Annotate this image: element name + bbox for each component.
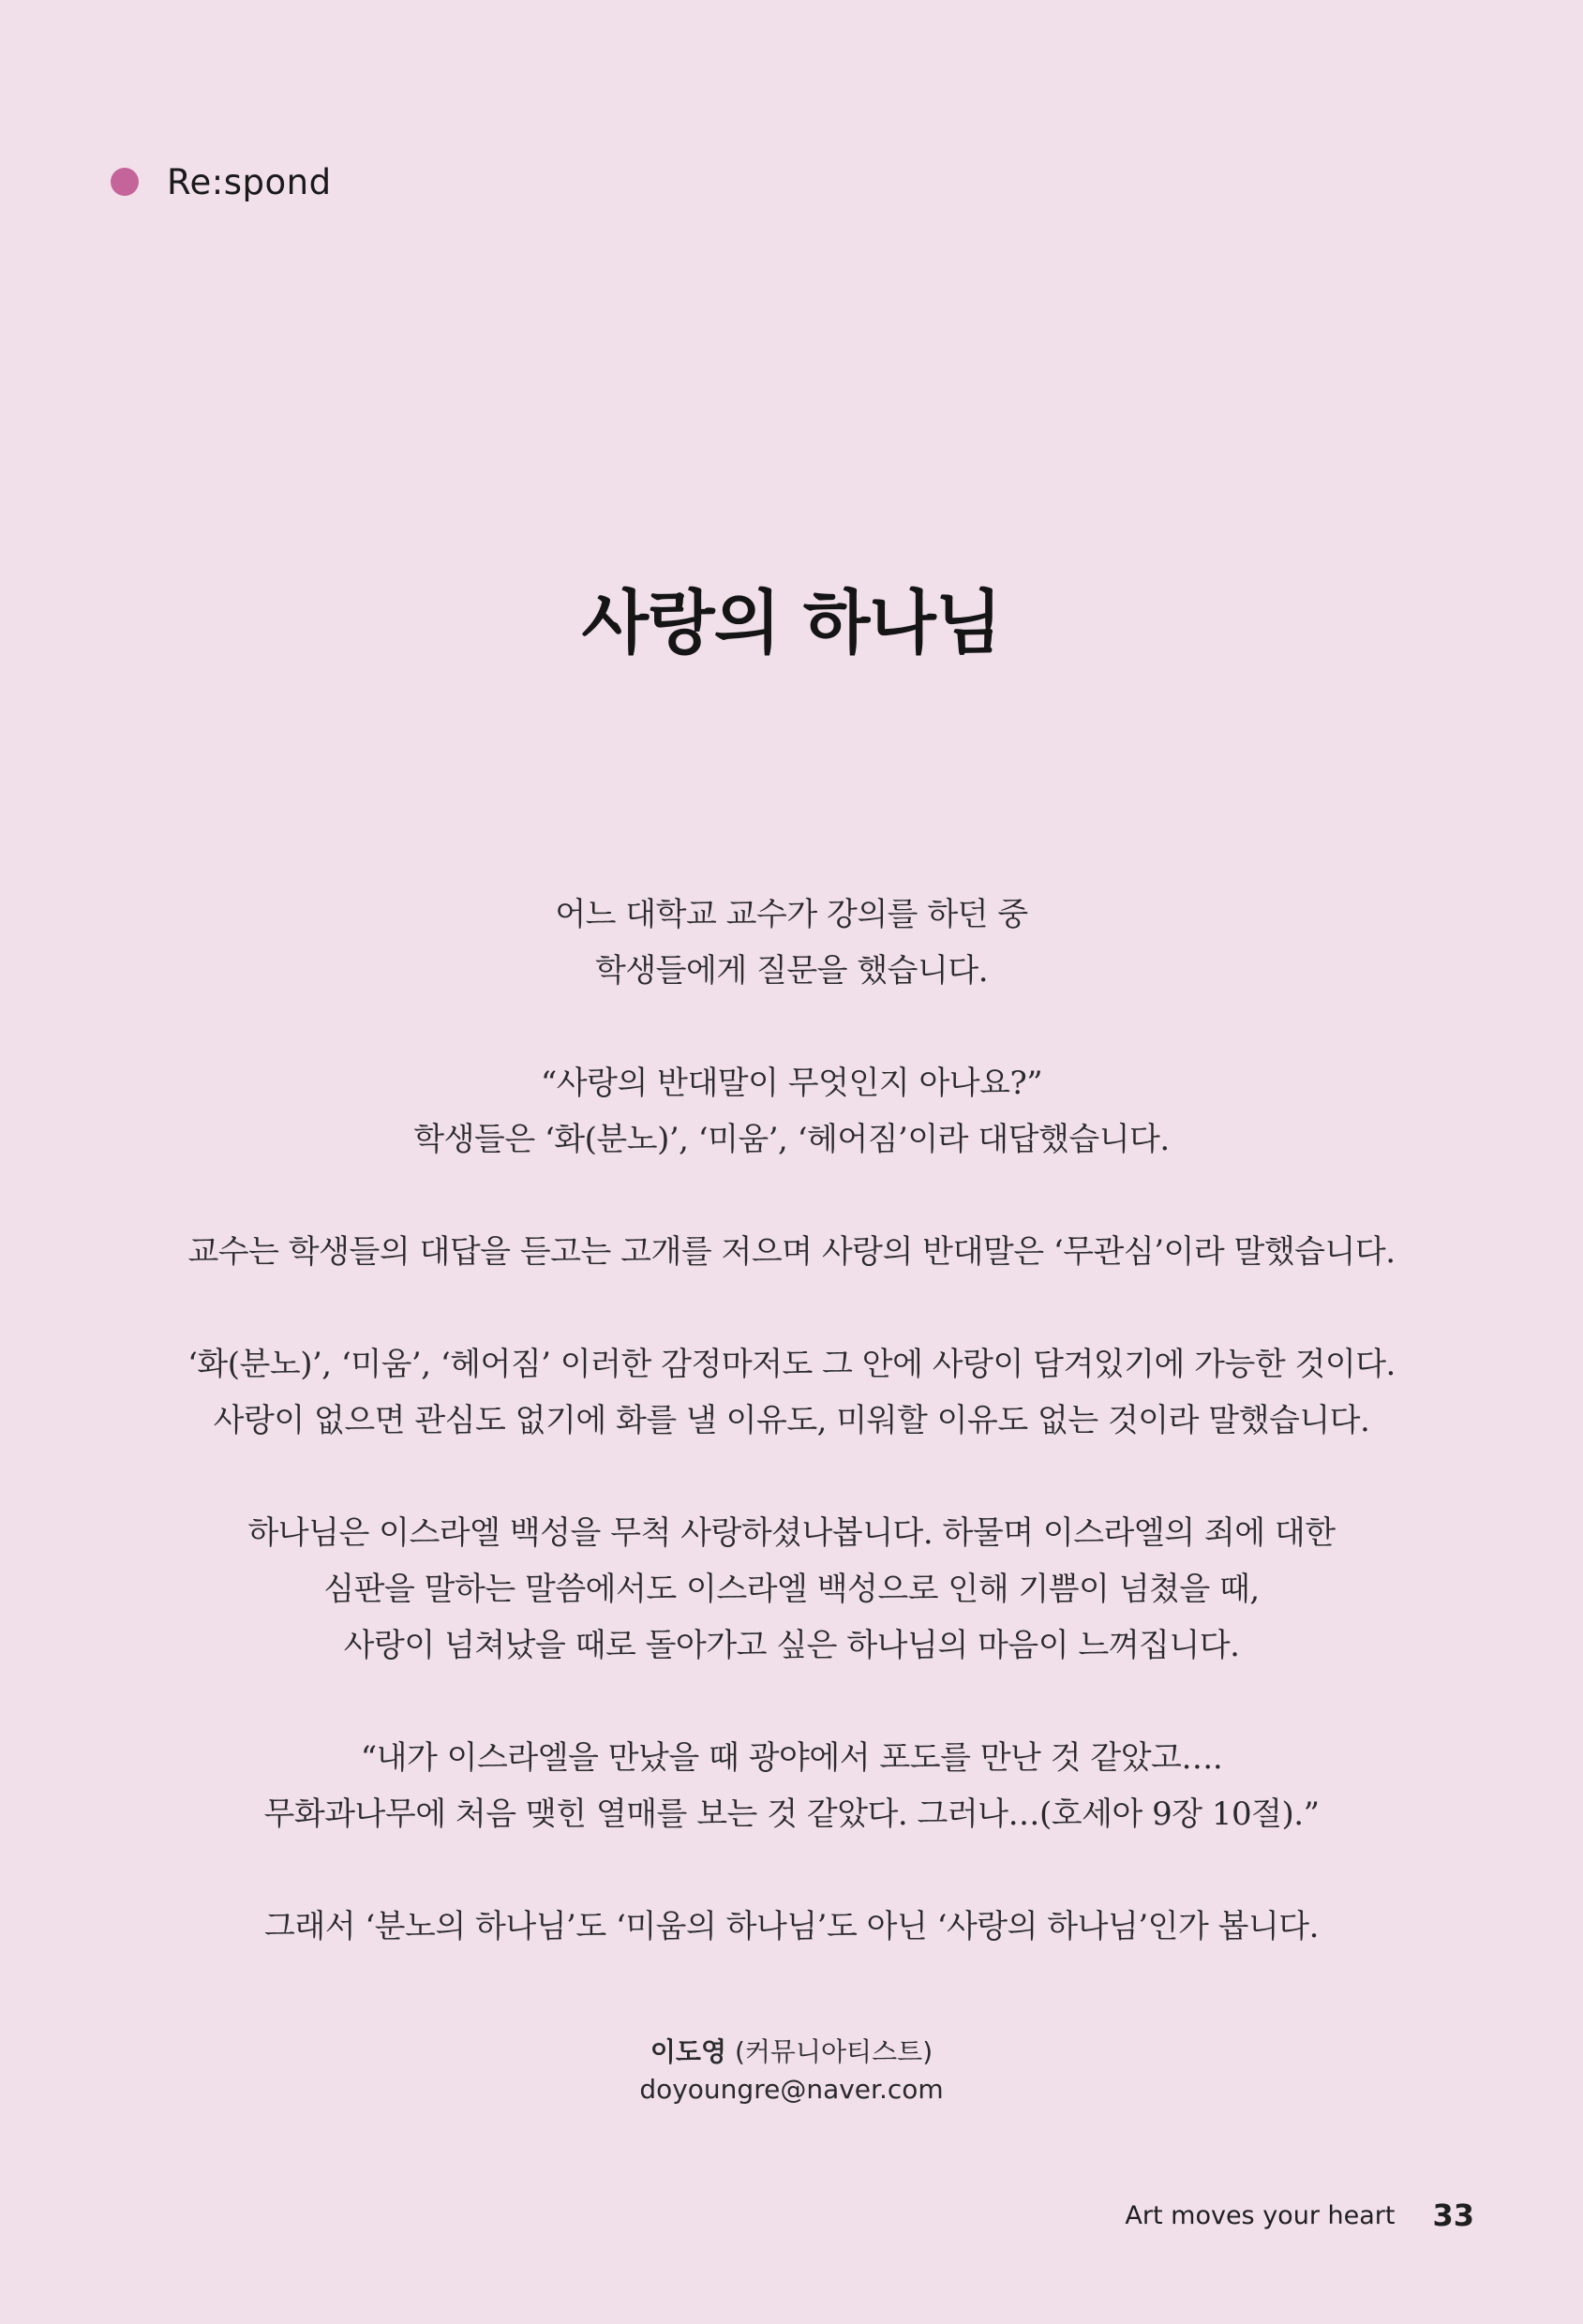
body-line: 하나님은 이스라엘 백성을 무척 사랑하셨나봅니다. 하물며 이스라엘의 죄에 대한 bbox=[247, 1514, 1336, 1552]
article-title: 사랑의 하나님 bbox=[581, 583, 1002, 663]
paragraph-4 bbox=[112, 1336, 1471, 1449]
body-line: 교수는 학생들의 대답을 듣고는 고개를 저으며 사랑의 반대말은 ‘무관심’이라 말했습니다. bbox=[187, 1233, 1396, 1271]
footer-tagline: Art moves your heart bbox=[1125, 2200, 1396, 2230]
paragraph-1 bbox=[112, 886, 1471, 999]
author-name: 이도영 bbox=[650, 2036, 727, 2067]
author-byline bbox=[0, 2034, 1583, 2071]
body-line: 학생들에게 질문을 했습니다. bbox=[594, 952, 989, 990]
section-label: Re:spond bbox=[167, 161, 332, 202]
body-line: 심판을 말하는 말씀에서도 이스라엘 백성으로 인해 기쁨이 넘쳤을 때, bbox=[323, 1571, 1260, 1608]
body-line: “사랑의 반대말이 무엇인지 아나요?” bbox=[540, 1065, 1043, 1102]
page-number: 33 bbox=[1432, 2197, 1474, 2233]
paragraph-6 bbox=[112, 1730, 1471, 1842]
author-role: (커뮤니아티스트) bbox=[734, 2036, 933, 2067]
page-footer bbox=[1125, 2193, 1474, 2238]
paragraph-7 bbox=[112, 1899, 1471, 1955]
body-line: 무화과나무에 처음 맺힌 열매를 보는 것 같았다. 그러나…(호세아 9장 10절).” bbox=[263, 1795, 1320, 1833]
author-block bbox=[0, 2034, 1583, 2108]
body-line: 사랑이 넘쳐났을 때로 돌아가고 싶은 하나님의 마음이 느껴집니다. bbox=[343, 1627, 1240, 1664]
author-email: doyoungre@naver.com bbox=[639, 2074, 944, 2105]
article-body bbox=[112, 886, 1471, 2011]
paragraph-3 bbox=[112, 1224, 1471, 1280]
body-line: ‘화(분노)’, ‘미움’, ‘헤어짐’ 이러한 감정마저도 그 안에 사랑이 담겨있기에 가능한 것이다. bbox=[187, 1346, 1396, 1383]
body-line: “내가 이스라엘을 만났을 때 광야에서 포도를 만난 것 같았고…. bbox=[360, 1739, 1223, 1777]
section-dot-icon bbox=[111, 168, 139, 196]
body-line: 사랑이 없으면 관심도 없기에 화를 낼 이유도, 미워할 이유도 없는 것이라 말했습니다. bbox=[213, 1402, 1370, 1439]
body-line: 학생들은 ‘화(분노)’, ‘미움’, ‘헤어짐’이라 대답했습니다. bbox=[413, 1121, 1170, 1158]
body-line: 어느 대학교 교수가 강의를 하던 중 bbox=[555, 896, 1028, 933]
paragraph-2 bbox=[112, 1055, 1471, 1168]
body-line: 그래서 ‘분노의 하나님’도 ‘미움의 하나님’도 아닌 ‘사랑의 하나님’인가 봅니다. bbox=[264, 1908, 1319, 1945]
section-tag bbox=[111, 157, 332, 206]
paragraph-5 bbox=[112, 1505, 1471, 1674]
